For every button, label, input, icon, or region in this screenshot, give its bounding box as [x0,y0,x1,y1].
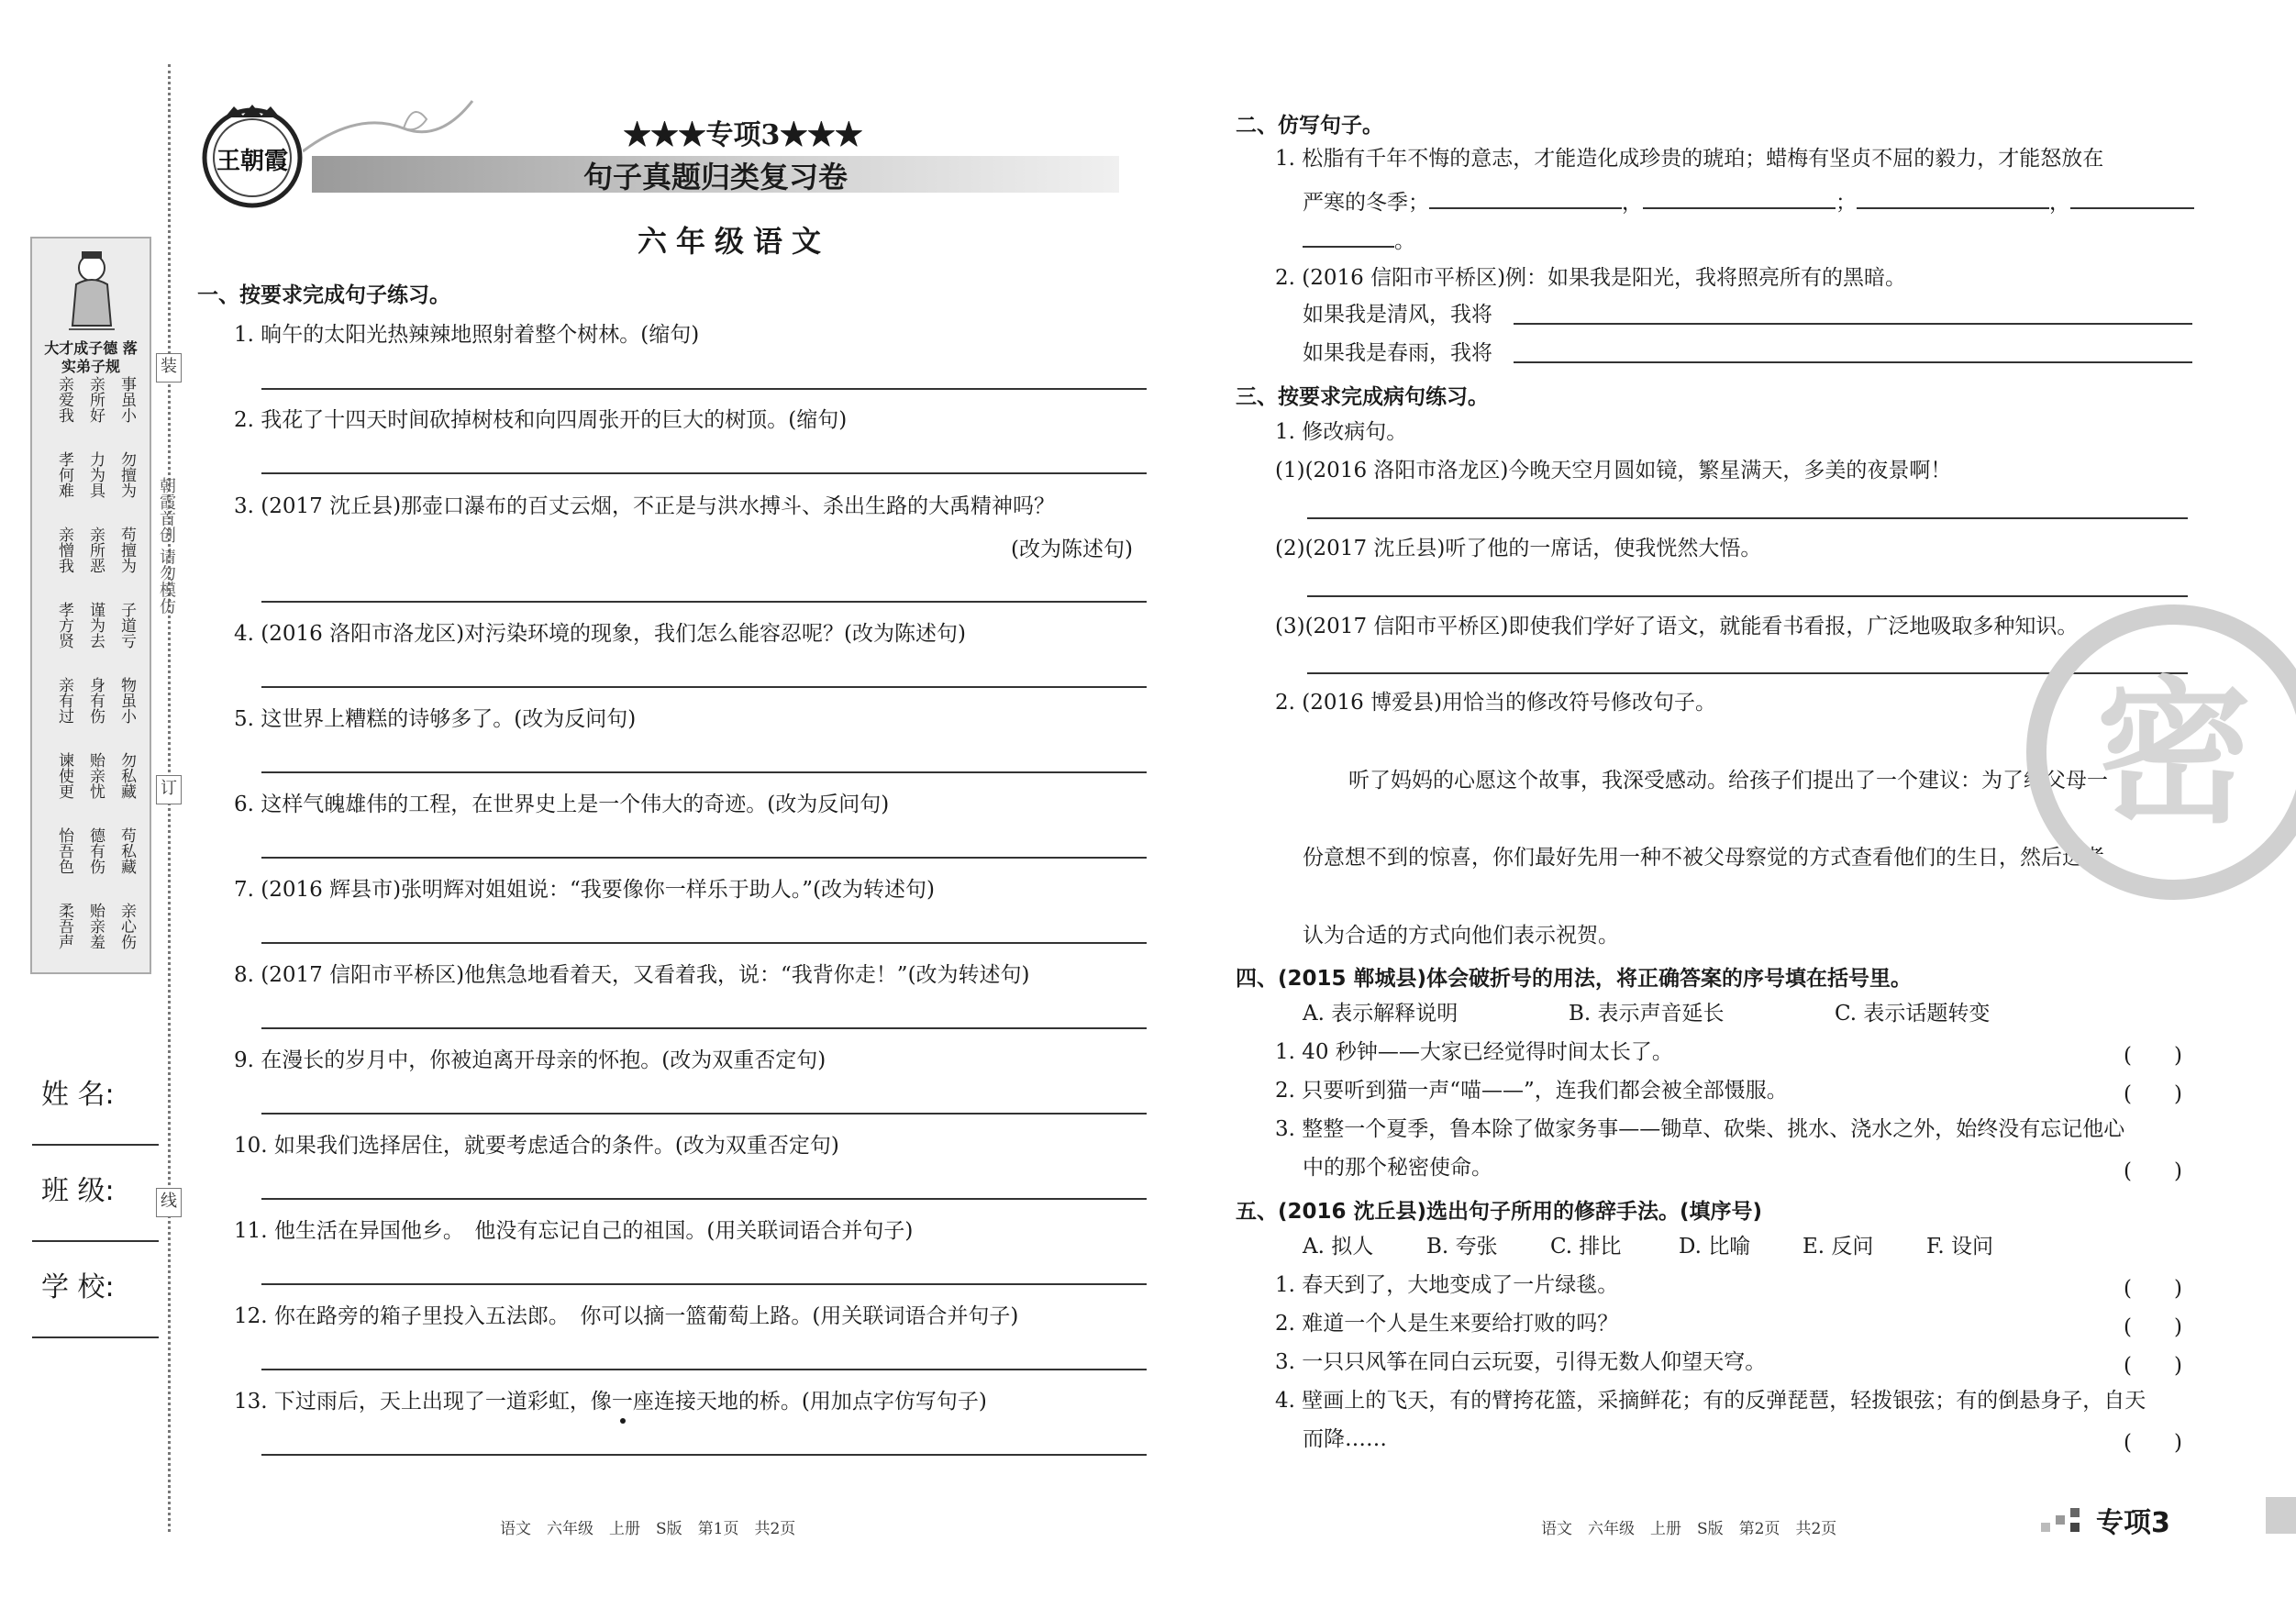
motto-column: 谏使更 [55,752,73,799]
motto-columns [43,376,144,978]
option-a: A. 表示解释说明 [1303,1002,1459,1026]
question-2-1: 1. 松脂有千年不悔的意志，才能造化成珍贵的琥珀；蜡梅有坚贞不屈的毅力，才能怒放在 [1275,147,2104,171]
question-1-8: 8. (2017 信阳市平桥区)他焦急地看着天，又看着我，说：“我背你走！”(改为转述句) [234,963,1030,987]
motto-column: 勿擅为 [117,451,136,498]
motto-row [43,376,144,451]
answer-bracket[interactable]: ( ) [2124,1159,2182,1183]
section-3-heading: 三、按要求完成病句练习。 [1236,385,1489,409]
class-label: 班 级: [41,1175,115,1207]
answer-line[interactable] [261,1027,1147,1029]
section-1-heading: 一、按要求完成句子练习。 [197,283,450,307]
answer-bracket[interactable]: ( ) [2124,1277,2182,1301]
secret-stamp-watermark [2023,601,2296,904]
question-5-3: 3. 一只只风筝在同白云玩耍，引得无数人仰望天穹。 [1275,1350,1767,1374]
question-1-9: 9. 在漫长的岁月中，你被迫离开母亲的怀抱。(改为双重否定句) [234,1048,826,1072]
question-4-1: 1. 40 秒钟——大家已经觉得时间太长了。 [1275,1040,1673,1064]
answer-bracket[interactable]: ( ) [2124,1082,2182,1106]
question-1-7: 7. (2016 辉县市)张明辉对姐姐说：“我要像你一样乐于助人。”(改为转述句) [234,878,936,902]
answer-line[interactable] [261,686,1147,688]
answer-line[interactable] [261,1198,1147,1200]
motto-column: 德有伤 [86,827,105,874]
question-5-4-cont: 而降…… [1303,1427,1387,1451]
motto-column: 亲所好 [86,376,105,423]
answer-bracket[interactable]: ( ) [2124,1315,2182,1339]
motto-column: 子道亏 [117,602,136,649]
motto-column: 勿私藏 [117,752,136,799]
motto-column: 亲所恶 [86,527,105,573]
question-4-2: 2. 只要听到猫一声“喵——”，连我们都会被全部慑服。 [1275,1079,1788,1103]
question-1-10: 10. 如果我们选择居住，就要考虑适合的条件。(改为双重否定句) [234,1134,839,1158]
question-4-3: 3. 整整一个夏季，鲁本除了做家务事——锄草、砍柴、挑水、浇水之外，始终没有忘记他心 [1275,1117,2125,1141]
question-5-2: 2. 难道一个人是生来要给打败的吗？ [1275,1312,1619,1336]
question-2-2: 2. (2016 信阳市平桥区)例：如果我是阳光，我将照亮所有的黑暗。 [1275,266,1907,290]
question-1-13: 13. 下过雨后，天上出现了一道彩虹，像一座连接天地的桥。(用加点字仿写句子) [234,1390,987,1414]
motto-row [43,827,144,903]
blank-separator: ； [1836,191,1857,215]
copyright-note: 朝霞首创 请勿模仿 [157,477,176,615]
special-topic-label: ★★★专项3★★★ [623,119,863,151]
svg-text:王朝霞: 王朝霞 [216,148,289,175]
answer-line[interactable] [261,472,1147,474]
motto-column: 亲憎我 [55,527,73,573]
question-1-5: 5. 这世界上糟糕的诗够多了。(改为反问句) [234,707,637,731]
motto-row [43,677,144,752]
motto-column: 力为具 [86,451,105,498]
topic-corner-label: 专项3 [2096,1507,2170,1539]
option-f: F. 设问 [1926,1235,1993,1259]
answer-line[interactable] [261,601,1147,603]
motto-panel [30,237,151,974]
question-1-6: 6. 这样气魄雄伟的工程，在世界史上是一个伟大的奇迹。(改为反问句) [234,793,890,816]
question-1-2: 2. 我花了十四天时间砍掉树枝和向四周张开的巨大的树顶。(缩句) [234,408,848,432]
cut-label-zhuang: 装 [156,353,182,383]
page-footer-2: 语文 六年级 上册 S版 第2页 共2页 [1541,1520,1837,1538]
section-2-heading: 二、仿写句子。 [1236,114,1383,138]
blank-field[interactable] [1429,187,1622,209]
motto-column: 亲爱我 [55,376,73,423]
answer-bracket[interactable]: ( ) [2124,1431,2182,1455]
motto-column: 孝方贤 [55,602,73,649]
motto-heading: 大才成子德 落实弟子规 [44,339,138,375]
question-1-3: 3. (2017 沈丘县)那壶口瀑布的百丈云烟，不正是与洪水搏斗、杀出生路的大禹精神吗？ [234,494,1056,518]
motto-row [43,752,144,827]
corner-dots-icon [2041,1506,2091,1534]
blank-field[interactable] [1857,187,2049,209]
blank-end: 。 [1394,229,1415,253]
motto-column: 事虽小 [117,376,136,423]
motto-column: 怡吾色 [55,827,73,874]
correction-paragraph-line: 听了妈妈的心愿这个故事，我深受感动。给孩子们提出了一个建议：为了给父母一 [1348,769,2108,793]
emphasis-dot [620,1418,626,1424]
question-1-11: 11. 他生活在异国他乡。 他没有忘记自己的祖国。(用关联词语合并句子) [234,1219,914,1243]
answer-line[interactable] [1514,361,2192,363]
answer-line[interactable] [1307,595,2188,597]
blank-field[interactable] [1643,187,1836,209]
question-3-1: 1. 修改病句。 [1275,420,1408,444]
motto-row [43,527,144,602]
question-2-2-b: 如果我是春雨，我将 [1303,341,1492,365]
motto-column: 苟擅为 [117,527,136,573]
cut-label-ding: 订 [156,775,182,804]
correction-paragraph-line: 份意想不到的惊喜，你们最好先用一种不被父母察觉的方式查看他们的生日，然后选者 [1303,846,2104,870]
blank-field[interactable] [1303,226,1394,248]
question-1-1: 1. 晌午的太阳光热辣辣地照射着整个树林。(缩句) [234,323,700,347]
option-a: A. 拟人 [1303,1235,1374,1259]
correction-paragraph-line: 认为合适的方式向他们表示祝贺。 [1303,924,1619,948]
option-b: B. 夸张 [1426,1235,1498,1259]
section-5-heading: 五、(2016 沈丘县)选出句子所用的修辞手法。(填序号) [1236,1200,1763,1224]
answer-bracket[interactable]: ( ) [2124,1354,2182,1378]
motto-column: 身有伤 [86,677,105,724]
blank-separator: ， [1622,191,1643,215]
blank-separator: ， [2049,191,2070,215]
motto-row [43,451,144,527]
option-c: C. 表示话题转变 [1835,1002,1991,1026]
ribbon-decoration [303,92,477,156]
motto-column: 亲心伤 [117,903,136,949]
section-4-heading: 四、(2015 郸城县)体会破折号的用法，将正确答案的序号填在括号里。 [1236,967,1913,991]
answer-line[interactable] [261,1369,1147,1370]
motto-column: 亲有过 [55,677,73,724]
svg-text:密: 密 [2095,663,2253,845]
question-3-1-1: (1)(2016 洛阳市洛龙区)今晚天空月圆如镜，繁星满天，多美的夜景啊！ [1275,459,1952,482]
question-2-1-text: 严寒的冬季； [1303,191,1429,215]
answer-line[interactable] [261,857,1147,859]
motto-column: 贻亲忧 [86,752,105,799]
question-1-3-instruction: (改为陈述句) [1011,538,1133,561]
motto-column: 物虽小 [117,677,136,724]
answer-line[interactable] [261,942,1147,944]
question-3-1-3: (3)(2017 信阳市平桥区)即使我们学好了语文，就能看书看报，广泛地吸取多种知识。 [1275,615,2079,638]
question-2-1-line2 [1303,187,2194,216]
question-2-2-a: 如果我是清风，我将 [1303,303,1492,327]
publisher-logo [197,101,307,211]
corner-bar [2266,1497,2296,1534]
question-4-3-cont: 中的那个秘密使命。 [1303,1156,1492,1180]
answer-line[interactable] [1307,517,2188,519]
answer-line[interactable] [261,388,1147,390]
question-3-1-2: (2)(2017 沈丘县)听了他的一席话，使我恍然大悟。 [1275,537,1762,560]
blank-field[interactable] [2070,187,2194,209]
name-field[interactable] [32,1144,159,1146]
answer-bracket[interactable]: ( ) [2124,1044,2182,1068]
motto-column: 柔吾声 [55,903,73,949]
answer-line[interactable] [261,1454,1147,1456]
school-label: 学 校: [41,1271,115,1303]
motto-row [43,903,144,978]
question-2-1-line3 [1303,226,1415,255]
page-footer-1: 语文 六年级 上册 S版 第1页 共2页 [500,1520,796,1538]
option-b: B. 表示声音延长 [1569,1002,1725,1026]
scholar-figure-icon [69,248,115,330]
cut-label-xian: 线 [156,1188,182,1217]
answer-line[interactable] [261,1283,1147,1285]
name-label: 姓 名: [41,1079,115,1111]
question-1-12: 12. 你在路旁的箱子里投入五法郎。 你可以摘一篮葡萄上路。(用关联词语合并句子) [234,1304,1019,1328]
motto-row [43,602,144,677]
option-d: D. 比喻 [1679,1235,1751,1259]
page-title: 句子真题归类复习卷 [582,160,848,194]
motto-column: 孝何难 [55,451,73,498]
option-e: E. 反问 [1802,1235,1874,1259]
answer-line[interactable] [1514,323,2192,325]
question-5-4: 4. 壁画上的飞天，有的臂挎花篮，采摘鲜花；有的反弹琵琶，轻拨银弦；有的倒悬身子，自天 [1275,1389,2146,1413]
motto-column: 苟私藏 [117,827,136,874]
page-subtitle: 六年级语文 [637,224,830,259]
motto-column: 贻亲羞 [86,903,105,949]
question-5-1: 1. 春天到了，大地变成了一片绿毯。 [1275,1273,1619,1297]
answer-line[interactable] [261,1113,1147,1115]
school-field[interactable] [32,1336,159,1338]
option-c: C. 排比 [1550,1235,1622,1259]
class-field[interactable] [32,1240,159,1242]
answer-line[interactable] [261,771,1147,773]
question-1-4: 4. (2016 洛阳市洛龙区)对污染环境的现象，我们怎么能容忍呢？(改为陈述句) [234,622,966,646]
motto-column: 谨为去 [86,602,105,649]
question-3-2: 2. (2016 博爱县)用恰当的修改符号修改句子。 [1275,691,1717,715]
